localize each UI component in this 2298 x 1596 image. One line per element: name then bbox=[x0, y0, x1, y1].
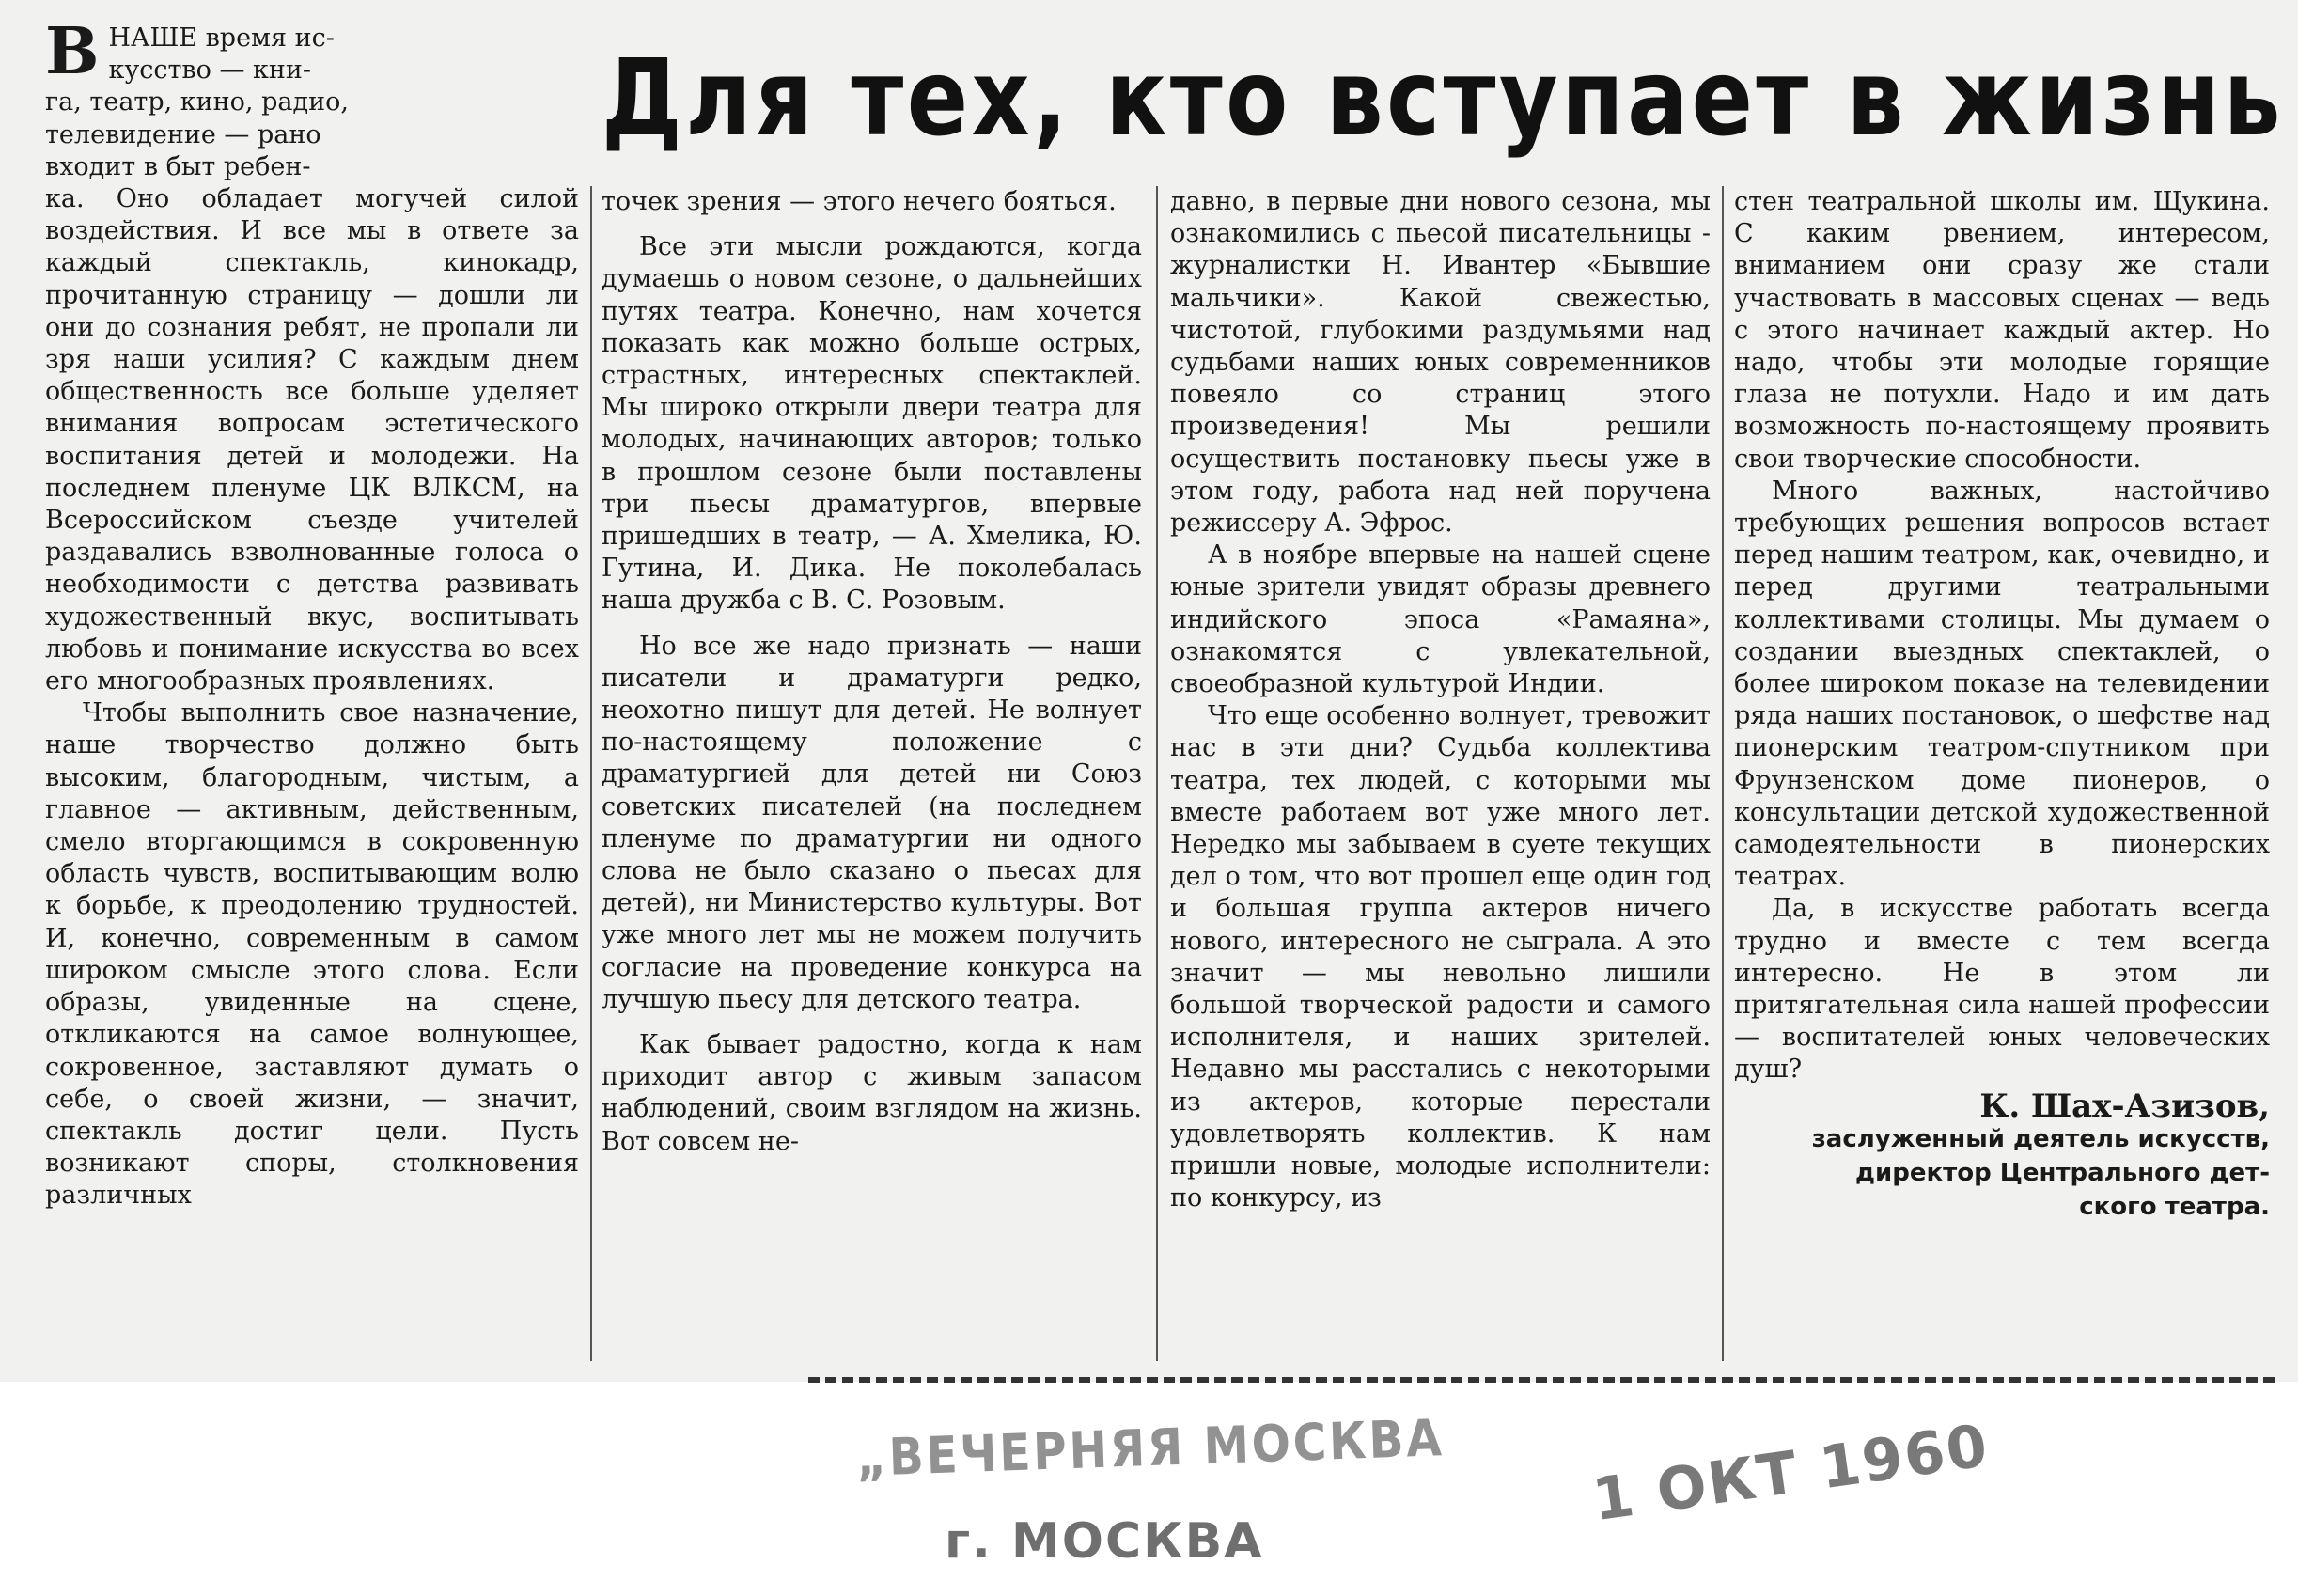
paragraph: точек зрения — этого нечего бояться. bbox=[602, 187, 1117, 216]
paragraph: ка. Оно обладает могучей силой воздействия. И все мы в ответе за каждый спектакль, кинокадр, прочитанную страницу — дошли ли они до сознания ребят, не пропали ли зря наши усилия? С каждым днем общественность все больше уделяет внимания вопросам эстетического воспитания детей и молодежи. На последнем пленуме ЦК ВЛКСМ, на Всероссийском съезде учителей раздавались взволнованные голоса о необходимости с детства развивать художественный вкус, воспитывать любовь и понимание искусства во всех его многообразных проявлениях. bbox=[45, 184, 579, 696]
intro-line: входит в быт ребен- bbox=[45, 151, 311, 181]
intro-line: НАШЕ время ис- bbox=[108, 23, 335, 53]
clipping-edge-dashes bbox=[808, 1377, 2275, 1383]
author-title: заслуженный деятель искусств, bbox=[1811, 1124, 2270, 1153]
article-column-2 bbox=[602, 186, 1142, 1361]
paragraph: Чтобы выполнить свое назначение, наше творчество должно быть высоким, благородным, чистым, а главное — активным, действенным, смело вторгающимся в сокровенную область чувств, воспитывающим волю к борьбе, к преодолению трудностей. И, конечно, современным в самом широком смысле этого слова. Если образы, увиденные на сцене, откликаются на самое волнующее, сокровенное, заставляют думать о себе, о своей жизни, — значит, спектакль достиг цели. Пусть возникают споры, столкновения различных bbox=[45, 698, 579, 1211]
city-stamp: г. МОСКВА bbox=[945, 1513, 1264, 1570]
column-rule bbox=[1722, 186, 1724, 1361]
newspaper-name-stamp: „ВЕЧЕРНЯЯ МОСКВА bbox=[855, 1408, 1446, 1488]
paragraph: Много важных, настойчиво требующих решения вопросов встает перед нашим театром, как, очевидно, и перед другими театральными коллективами столицы. Мы думаем о создании выездных спектаклей, о более широком показе на телевидении ряда наших постановок, о шефстве над пионерским театром-спутником при Фрунзенском доме пионеров, о консультации детской художественной самодеятельности в пионерских театрах. bbox=[1734, 476, 2270, 892]
article-column-4 bbox=[1734, 186, 2270, 1361]
paragraph: Что еще особенно волнует, тревожит нас в эти дни? Судьба коллектива театра, тех людей, с которыми мы вместе работаем вот уже много лет. Нередко мы забываем в суете текущих дел о том, что вот прошел еще один год и большая группа актеров ничего нового, интересного не сыграла. А это значит — мы невольно лишили большой творческой радости и самого исполнителя, и наших зрителей. Недавно мы расстались с некоторыми из актеров, которые перестали удовлетворять коллектив. К нам пришли новые, молодые исполнители: по конкурсу, из bbox=[1170, 701, 1711, 1213]
date-stamp: 1 ОКТ 1960 bbox=[1588, 1410, 1993, 1535]
paragraph: Но все же надо признать — наши писатели и драматурги редко, неохотно пишут для детей. Не волнует по-настоящему положение с драматургией для детей ни Союз советских писателей (на последнем пленуме по драматургии ни одного слова не было сказано о пьесах для детей), ни Министерство культуры. Вот уже много лет мы не можем получить согласие на проведение конкурса на лучшую пьесу для детского театра. bbox=[602, 631, 1142, 1014]
intro-line: га, театр, кино, радио, bbox=[45, 87, 349, 117]
article-headline: Для тех, кто вступает в жизнь bbox=[602, 38, 2284, 160]
author-name: К. Шах-Азизов, bbox=[1979, 1087, 2270, 1125]
paragraph: А в ноябре впервые на нашей сцене юные зрители увидят образы древнего индийского эпоса «Рамаяна», ознакомятся с увлекательной, своеобразной культурой Индии. bbox=[1170, 540, 1711, 699]
paragraph: Как бывает радостно, когда к нам приходит автор с живым запасом наблюдений, своим взглядом на жизнь. Вот совсем не- bbox=[602, 1030, 1142, 1156]
paragraph: давно, в первые дни нового сезона, мы ознакомились с пьесой писательницы - журналистки Н. Ивантер «Бывшие мальчики». Какой свежестью, чистотой, глубокими раздумьями над судьбами наших юных современников повеяло со страниц этого произведения! Мы решили осуществить постановку пьесы уже в этом году, работа над ней поручена режиссеру А. Эфрос. bbox=[1170, 187, 1711, 539]
author-title: директор Центрального дет- bbox=[1855, 1158, 2270, 1187]
intro-line: телевидение — рано bbox=[45, 119, 321, 149]
drop-cap: В bbox=[45, 23, 100, 89]
author-title: ского театра. bbox=[2079, 1192, 2270, 1221]
article-column-3 bbox=[1170, 186, 1711, 1361]
intro-line: кусство — кни- bbox=[108, 55, 312, 86]
paragraph: Все эти мысли рождаются, когда думаешь о новом сезоне, о дальнейших путях театра. Конечно, нам хочется показать как можно больше острых, страстных, интересных спектаклей. Мы широко открыли двери театра для молодых, начинающих авторов; только в прошлом сезоне были поставлены три пьесы драматургов, впервые пришедших в театр, — А. Хмелика, Ю. Гутина, И. Дика. Не поколебалась наша дружба с В. С. Розовым. bbox=[602, 232, 1142, 616]
paragraph: стен театральной школы им. Щукина. С каким рвением, интересом, вниманием они сразу же стали участвовать в массовых сценах — ведь с этого начинает каждый актер. Но надо, чтобы эти молодые горящие глаза не потухли. Надо и им дать возможность по-настоящему проявить свои творческие способности. bbox=[1734, 187, 2270, 474]
column-rule bbox=[590, 186, 592, 1361]
paragraph: Да, в искусстве работать всегда трудно и вместе с тем всегда интересно. Не в этом ли притягательная сила нашей профессии — воспитателей юных человеческих душ? bbox=[1734, 894, 2270, 1085]
intro-lines bbox=[45, 23, 579, 183]
column-rule bbox=[1156, 186, 1158, 1361]
article-column-1 bbox=[45, 23, 579, 1357]
